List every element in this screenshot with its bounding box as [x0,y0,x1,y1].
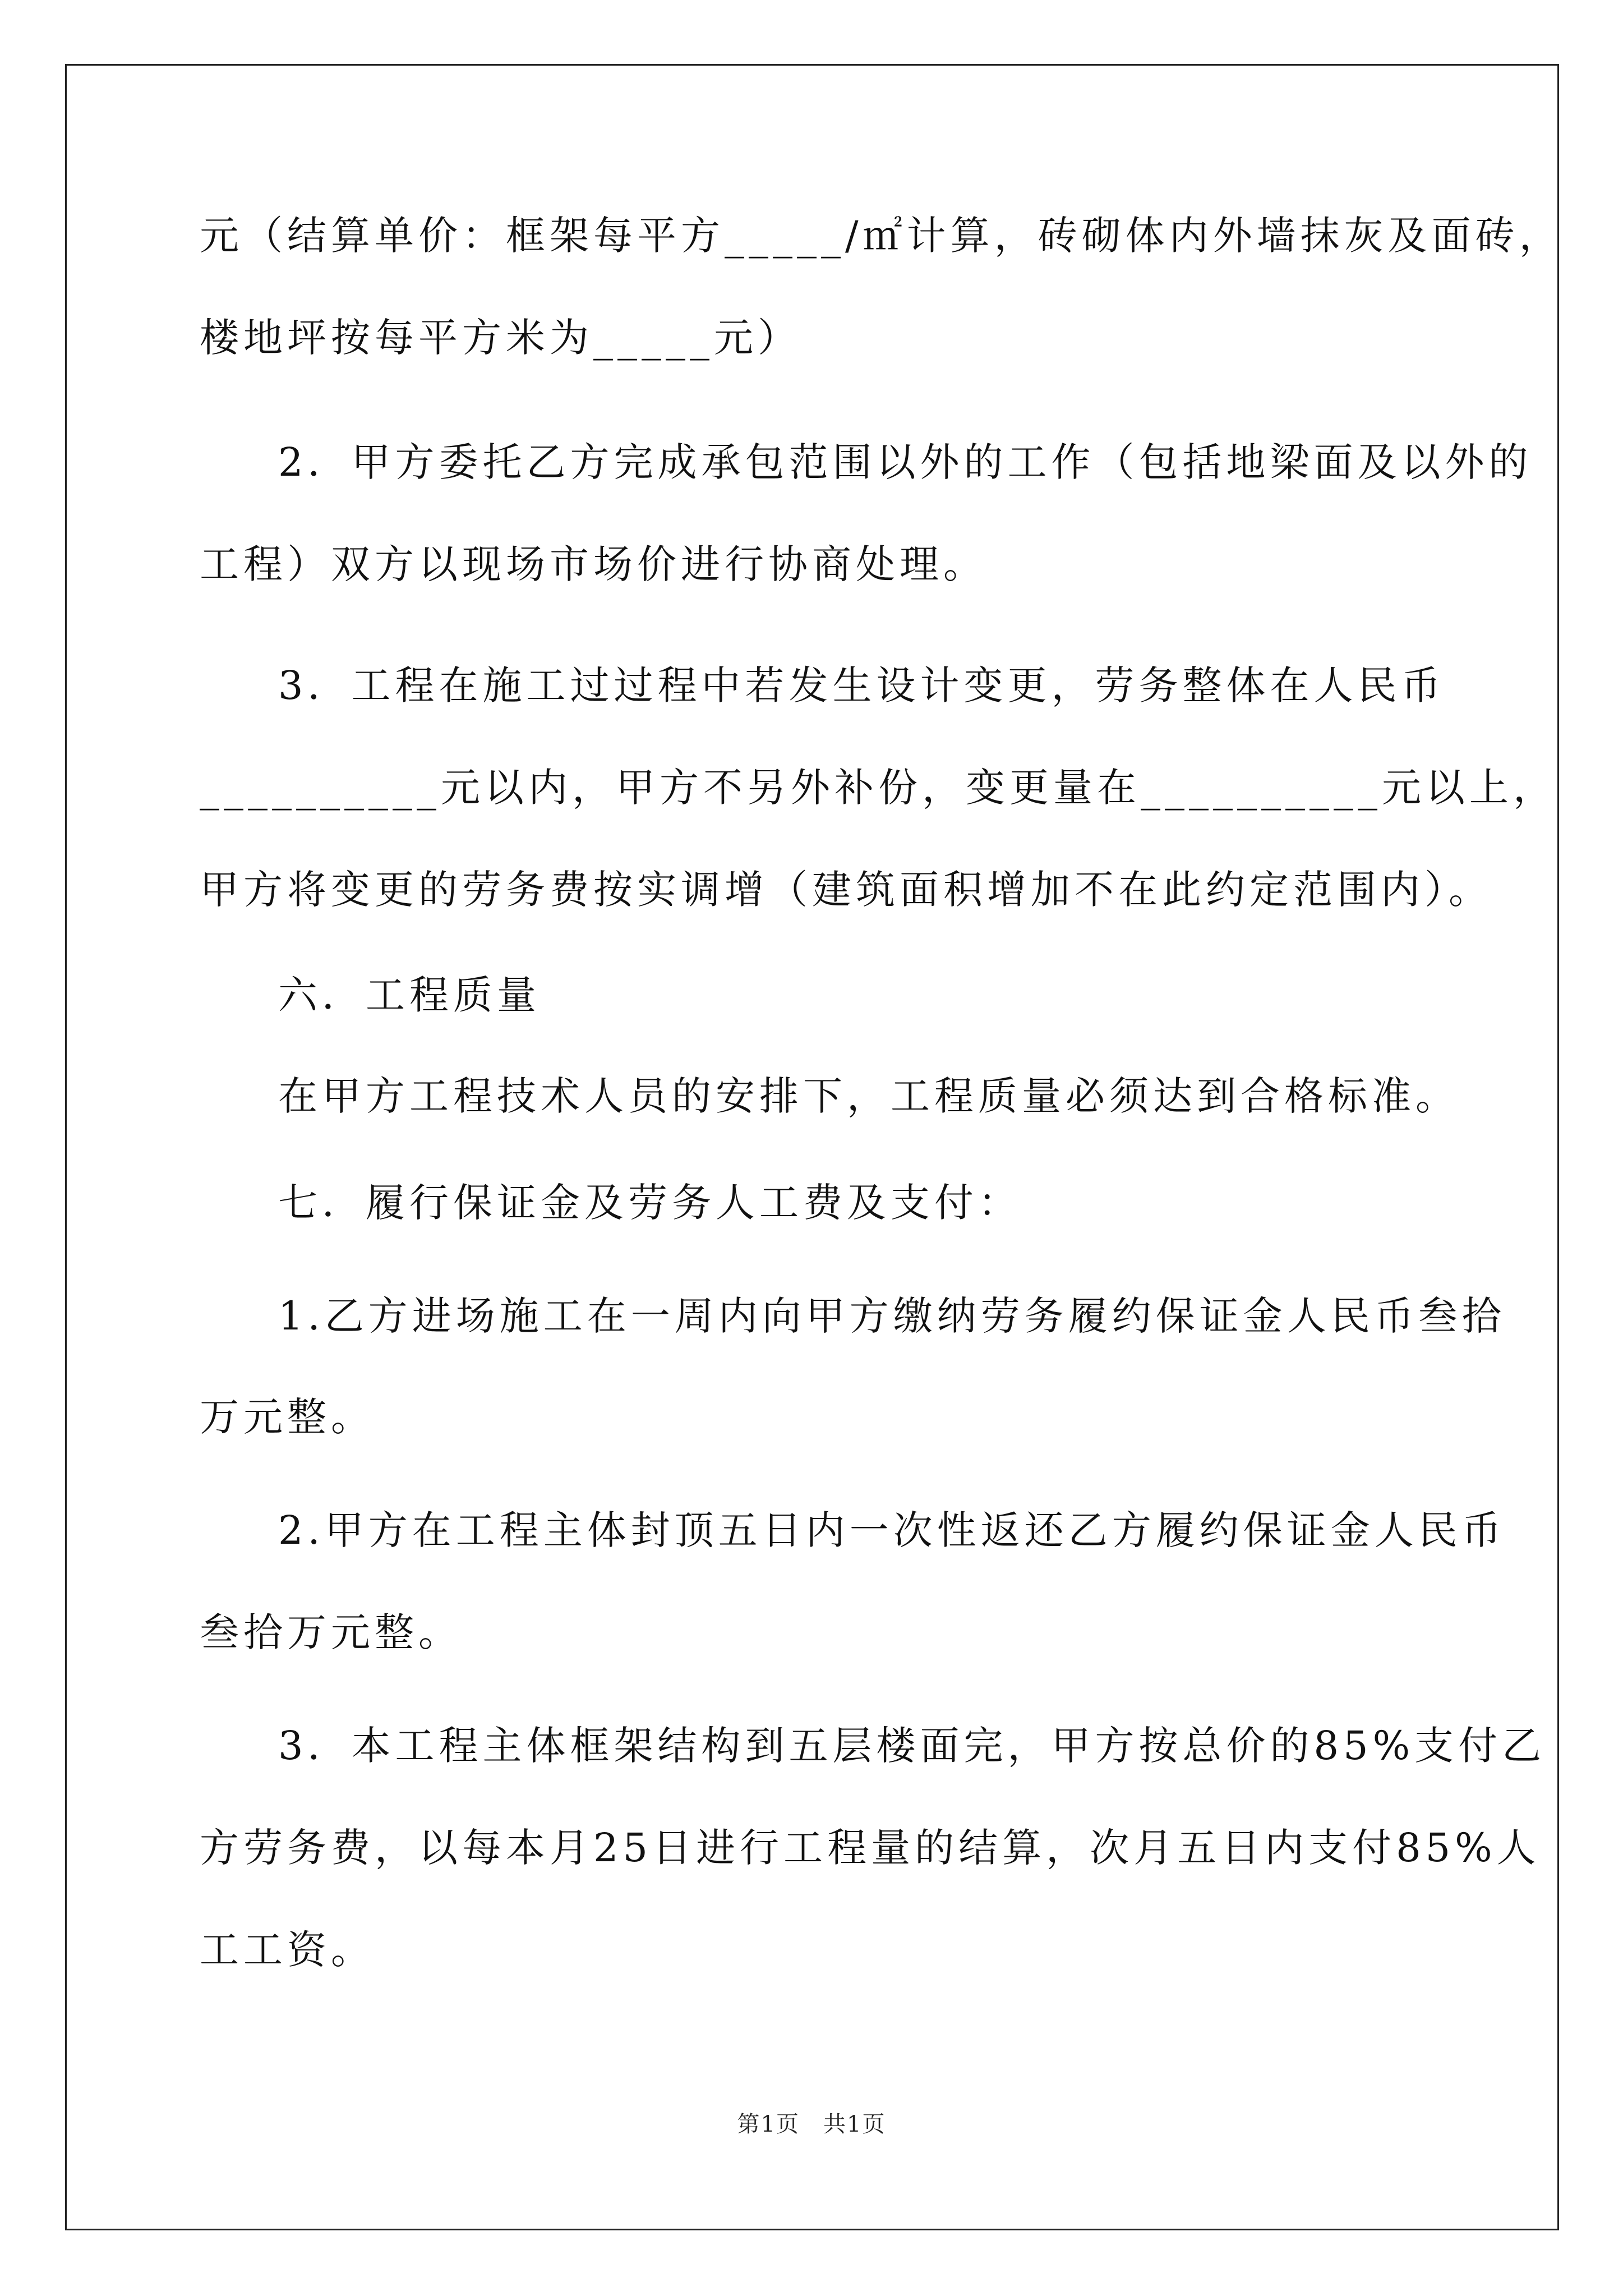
text-line-15: 3．本工程主体框架结构到五层楼面完，甲方按总价的85%支付乙 [278,1723,1546,1769]
text-line-14: 叁拾万元整。 [200,1609,462,1655]
text-line-6: __________元以内，甲方不另外补份，变更量在__________元以上， [200,765,1557,811]
text-line-9: 在甲方工程技术人员的安排下，工程质量必须达到合格标准。 [278,1073,1459,1119]
text-line-16: 方劳务费，以每本月25日进行工程量的结算，次月五日内支付85%人 [200,1825,1541,1871]
text-line-17: 工工资。 [200,1927,375,1973]
text-line-2: 楼地坪按每平方米为_____元） [200,315,801,361]
text-line-4: 工程）双方以现场市场价进行协商处理。 [200,541,987,587]
section-heading-quality: 六．工程质量 [278,972,541,1018]
section-heading-payment: 七．履行保证金及劳务人工费及支付： [278,1180,1022,1226]
text-line-5: 3．工程在施工过过程中若发生设计变更，劳务整体在人民币 [278,662,1445,708]
text-line-3: 2．甲方委托乙方完成承包范围以外的工作（包括地梁面及以外的 [278,439,1533,485]
text-line-1: 元（结算单价：框架每平方_____/㎡计算，砖砌体内外墙抹灰及面砖， [200,213,1563,259]
text-line-13: 2.甲方在工程主体封顶五日内一次性返还乙方履约保证金人民币 [278,1507,1506,1553]
text-line-12: 万元整。 [200,1394,375,1440]
page-border [65,64,1559,2230]
text-line-7: 甲方将变更的劳务费按实调增（建筑面积增加不在此约定范围内）。 [200,867,1492,913]
page-number-footer: 第1页 共1页 [737,2111,886,2137]
text-line-11: 1.乙方进场施工在一周内向甲方缴纳劳务履约保证金人民币叁拾 [278,1293,1506,1339]
